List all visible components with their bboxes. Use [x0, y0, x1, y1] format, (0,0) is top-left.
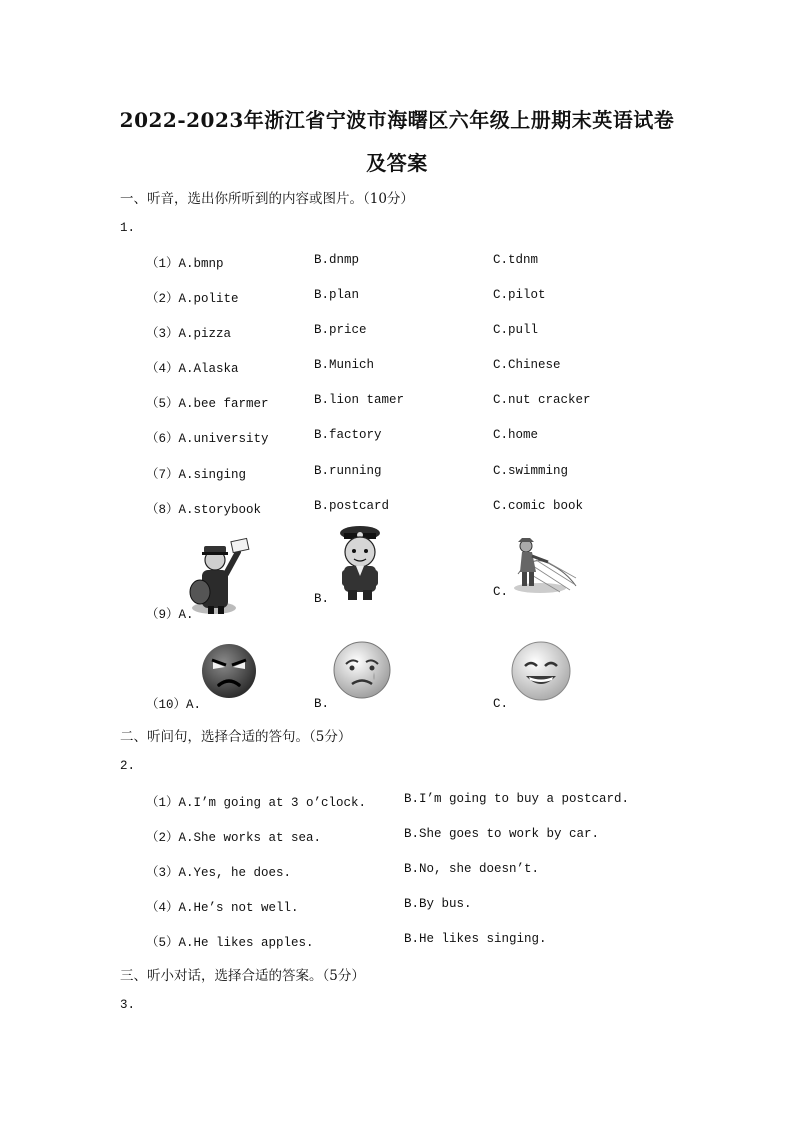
option-a: （4）A.Alaska: [146, 362, 239, 376]
section3-heading: 三、听小对话，选择合适的答案。（5分）: [120, 968, 365, 984]
option-a: （4）A.He’s not well.: [146, 901, 299, 915]
section2-heading: 二、听问句，选择合适的答句。（5分）: [120, 729, 352, 745]
option-a: （1）A.bmnp: [146, 257, 224, 271]
happy-face-icon: [510, 640, 572, 702]
question-number-1: 1.: [120, 221, 136, 235]
option-a: （5）A.bee farmer: [146, 397, 269, 411]
list-item: [0, 323, 794, 341]
q9-option-c-label: C.: [493, 585, 509, 599]
sad-face-icon: [332, 640, 392, 700]
list-item: [0, 862, 794, 880]
option-b: B.plan: [314, 288, 360, 302]
list-item: [0, 358, 794, 376]
list-item: [0, 464, 794, 482]
angry-face-icon: [200, 642, 258, 700]
list-item: [0, 499, 794, 517]
list-item: [0, 288, 794, 306]
list-item: [0, 792, 794, 810]
option-a: （2）A.She works at sea.: [146, 831, 322, 845]
option-b: B.dnmp: [314, 253, 360, 267]
option-b: B.She goes to work by car.: [404, 827, 600, 841]
option-a: （7）A.singing: [146, 468, 247, 482]
option-b: B.No, she doesn’t.: [404, 862, 540, 876]
page-title-line2: 及答案: [366, 151, 428, 175]
postman-icon: [180, 536, 252, 616]
option-a: （6）A.university: [146, 432, 269, 446]
list-item: [0, 253, 794, 271]
page-title: 2022-2023年浙江省宁波市海曙区六年级上册期末英语试卷: [119, 108, 675, 132]
question-number-3: 3.: [120, 998, 136, 1012]
list-item: [0, 393, 794, 411]
option-b: B.factory: [314, 428, 382, 442]
fisherman-icon: [510, 534, 582, 594]
list-item: [0, 932, 794, 950]
q9-option-b-label: B.: [314, 592, 330, 606]
option-c: C.comic book: [493, 499, 584, 513]
list-item: [0, 428, 794, 446]
q9-option-a-label: （9）A.: [146, 608, 194, 622]
option-a: （5）A.He likes apples.: [146, 936, 314, 950]
option-a: （3）A.Yes, he does.: [146, 866, 292, 880]
option-a: （1）A.I’m going at 3 o’clock.: [146, 796, 367, 810]
option-c: C.pilot: [493, 288, 546, 302]
option-b: B.lion tamer: [314, 393, 405, 407]
option-b: B.price: [314, 323, 367, 337]
option-a: （3）A.pizza: [146, 327, 232, 341]
option-a: （2）A.polite: [146, 292, 239, 306]
option-c: C.home: [493, 428, 539, 442]
police-officer-icon: [332, 524, 388, 602]
q10-option-c-label: C.: [493, 697, 509, 711]
option-c: C.nut cracker: [493, 393, 591, 407]
list-item: [0, 827, 794, 845]
option-a: （8）A.storybook: [146, 503, 262, 517]
option-c: C.Chinese: [493, 358, 561, 372]
option-b: B.I’m going to buy a postcard.: [404, 792, 630, 806]
list-item: [0, 897, 794, 915]
section1-heading: 一、听音，选出你所听到的内容或图片。（10分）: [120, 191, 414, 207]
option-c: C.tdnm: [493, 253, 539, 267]
q10-option-b-label: B.: [314, 697, 330, 711]
option-c: C.swimming: [493, 464, 569, 478]
option-c: C.pull: [493, 323, 539, 337]
option-b: B.postcard: [314, 499, 390, 513]
option-b: B.running: [314, 464, 382, 478]
option-b: B.Munich: [314, 358, 375, 372]
q10-option-a-label: （10）A.: [146, 698, 202, 712]
question-number-2: 2.: [120, 759, 136, 773]
option-b: B.By bus.: [404, 897, 472, 911]
option-b: B.He likes singing.: [404, 932, 547, 946]
